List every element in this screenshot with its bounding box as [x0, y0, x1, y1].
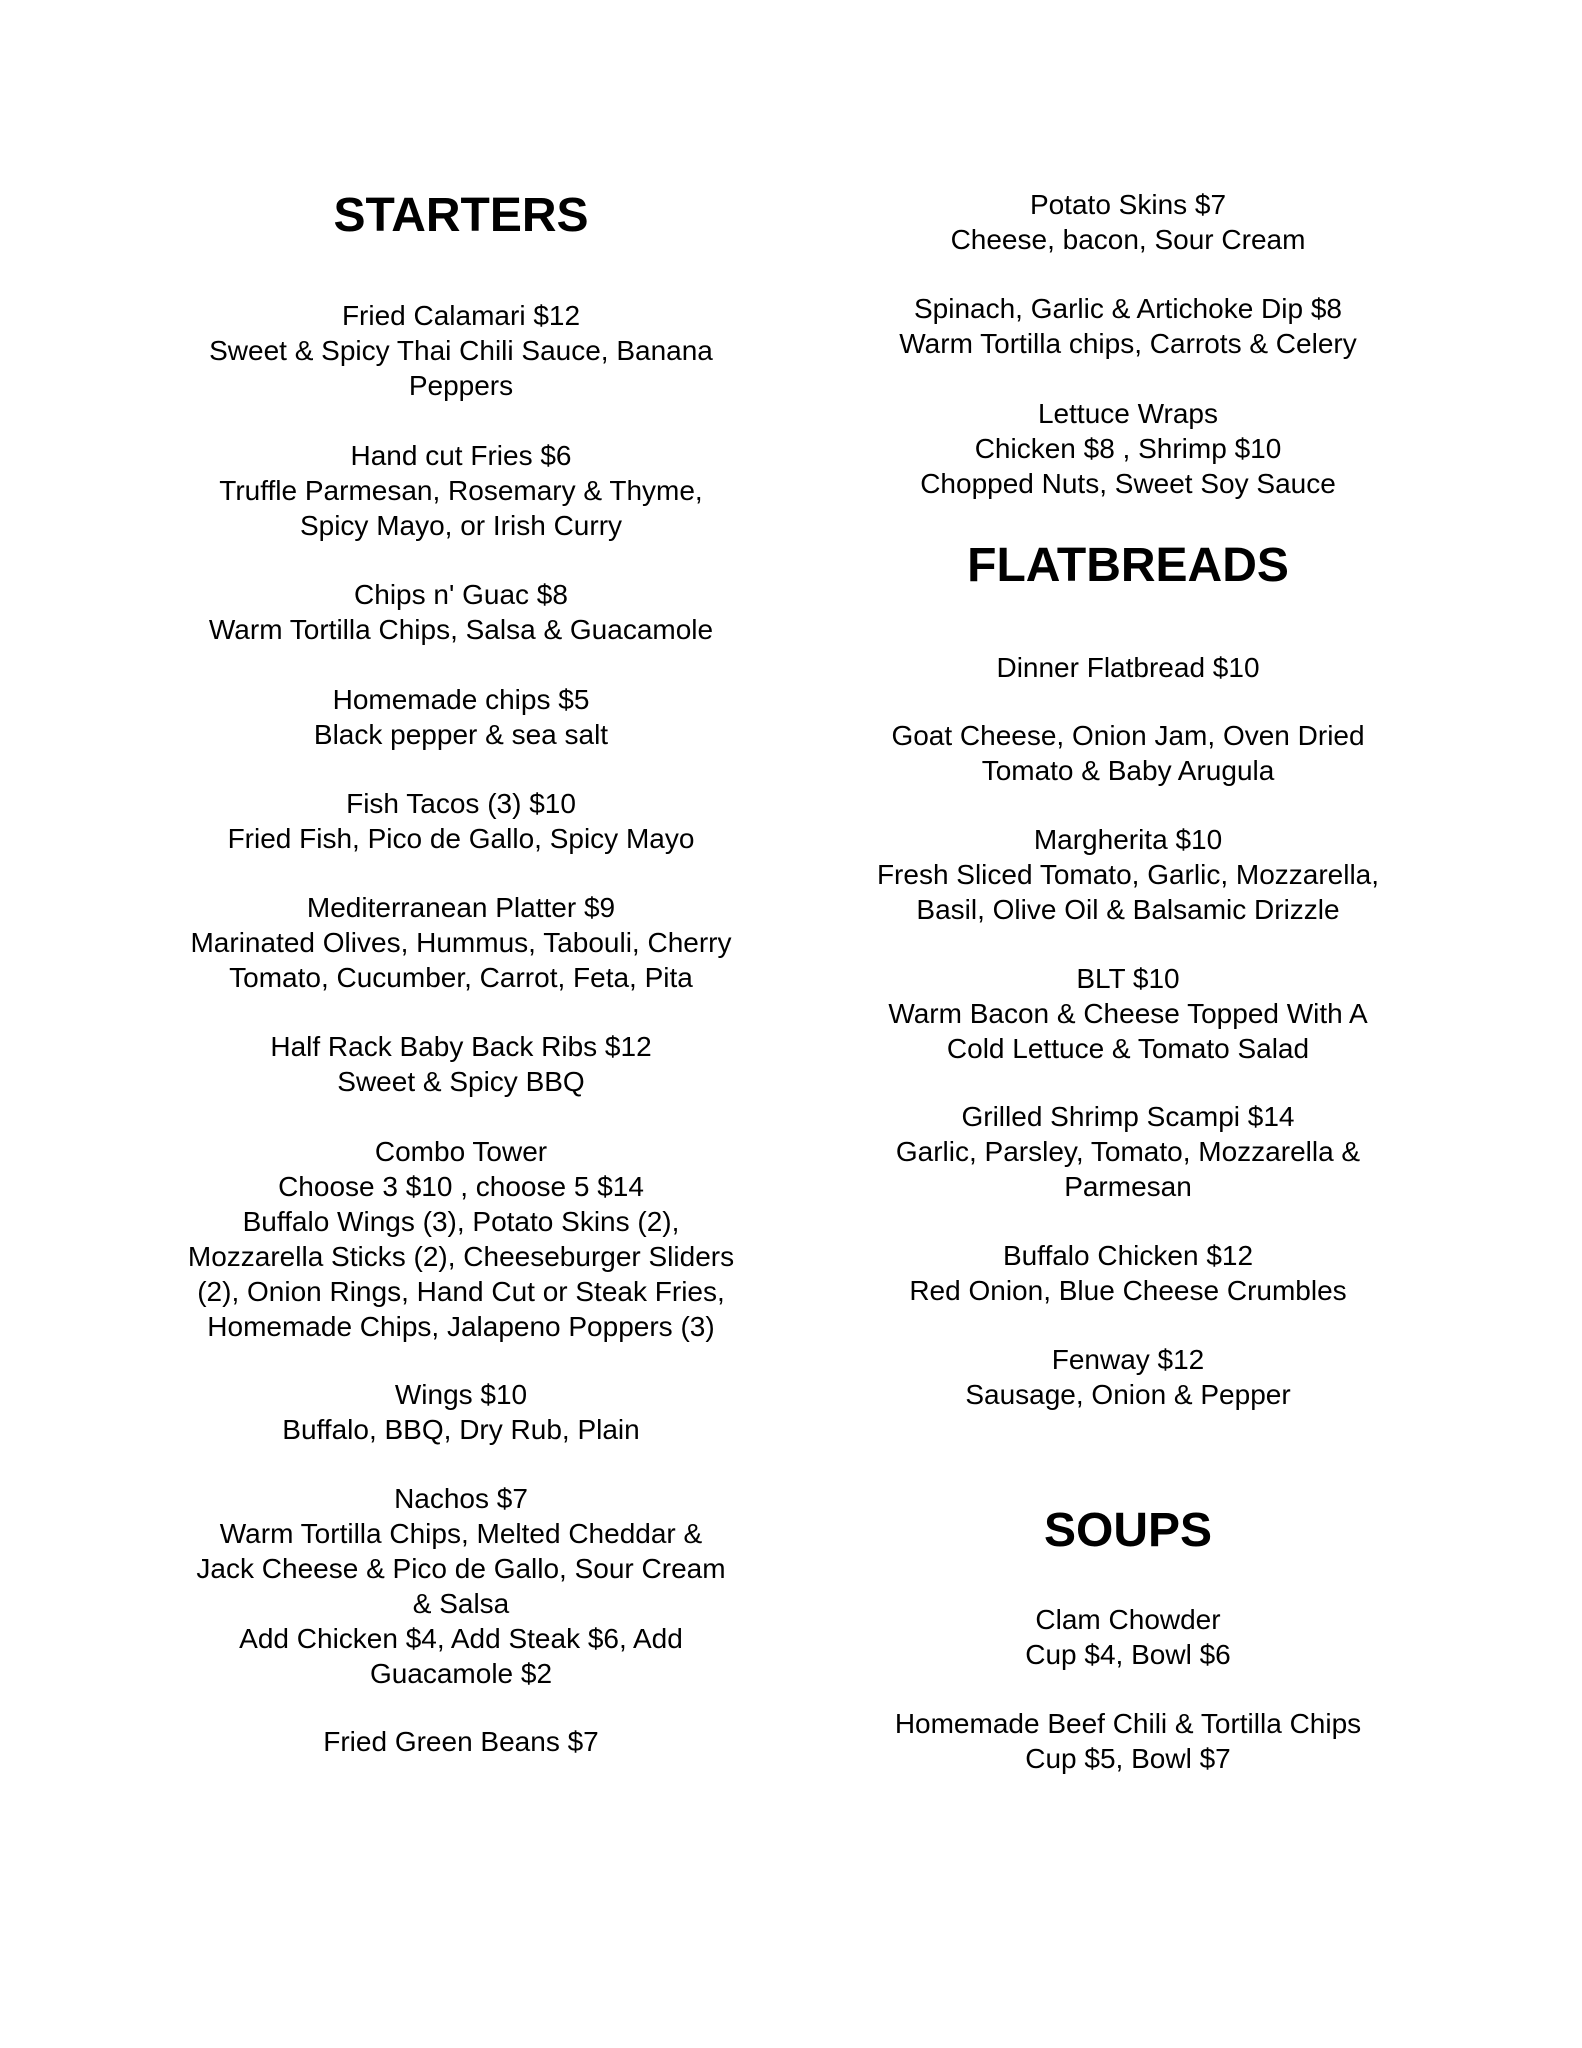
- item-name: Fried Green Beans $7: [323, 1726, 599, 1757]
- item-description: Parmesan: [1064, 1171, 1192, 1202]
- menu-item-grilled-shrimp-scampi: [828, 1099, 1428, 1204]
- item-description: Fresh Sliced Tomato, Garlic, Mozzarella,: [876, 859, 1380, 890]
- menu-item-margherita: [828, 822, 1428, 927]
- menu-item-combo-tower: [161, 1134, 761, 1344]
- flatbreads-heading: FLATBREADS: [967, 539, 1289, 592]
- item-description: Cheese, bacon, Sour Cream: [950, 224, 1306, 255]
- item-name: Hand cut Fries $6: [350, 440, 572, 471]
- item-description: Sweet & Spicy BBQ: [337, 1066, 585, 1097]
- item-name: Lettuce Wraps: [1037, 398, 1219, 429]
- item-description: Spicy Mayo, or Irish Curry: [299, 510, 623, 541]
- item-name: Spinach, Garlic & Artichoke Dip $8: [914, 293, 1342, 324]
- item-name: Homemade chips $5: [332, 684, 590, 715]
- menu-item-potato-skins: [828, 187, 1428, 257]
- item-description: Warm Tortilla Chips, Melted Cheddar &: [219, 1518, 703, 1549]
- item-name: Potato Skins $7: [1029, 189, 1227, 220]
- menu-item-beef-chili: [828, 1706, 1428, 1776]
- item-name: Homemade Beef Chili & Tortilla Chips: [894, 1708, 1362, 1739]
- item-description: Tomato & Baby Arugula: [981, 755, 1275, 786]
- item-description: Marinated Olives, Hummus, Tabouli, Cherry: [190, 927, 732, 958]
- menu-item-dinner-flatbread: [828, 650, 1428, 685]
- menu-item-baby-back-ribs: [161, 1029, 761, 1099]
- item-description: Tomato, Cucumber, Carrot, Feta, Pita: [229, 962, 693, 993]
- soups-heading: SOUPS: [1043, 1504, 1213, 1557]
- menu-item-homemade-chips: [161, 682, 761, 752]
- menu-item-fish-tacos: [161, 786, 761, 856]
- menu-item-hand-cut-fries: [161, 438, 761, 543]
- item-description: Chopped Nuts, Sweet Soy Sauce: [920, 468, 1336, 499]
- menu-item-fenway: [828, 1342, 1428, 1412]
- item-name: Fish Tacos (3) $10: [346, 788, 576, 819]
- item-name: Wings $10: [394, 1379, 528, 1410]
- item-description: Peppers: [408, 370, 514, 401]
- item-description: Sweet & Spicy Thai Chili Sauce, Banana: [209, 335, 713, 366]
- item-description: Red Onion, Blue Cheese Crumbles: [909, 1275, 1347, 1306]
- item-name: BLT $10: [1076, 963, 1180, 994]
- item-description: Cup $5, Bowl $7: [1025, 1743, 1231, 1774]
- item-description: Homemade Chips, Jalapeno Poppers (3): [207, 1311, 715, 1342]
- item-name: Grilled Shrimp Scampi $14: [961, 1101, 1295, 1132]
- item-description: Jack Cheese & Pico de Gallo, Sour Cream: [196, 1553, 726, 1584]
- menu-item-wings: [161, 1377, 761, 1447]
- item-description: Truffle Parmesan, Rosemary & Thyme,: [219, 475, 703, 506]
- item-description: Chicken $8 , Shrimp $10: [974, 433, 1282, 464]
- item-description: Cold Lettuce & Tomato Salad: [946, 1033, 1310, 1064]
- item-description: Warm Tortilla chips, Carrots & Celery: [899, 328, 1357, 359]
- starters-heading: STARTERS: [333, 189, 589, 242]
- item-name: Fenway $12: [1051, 1344, 1205, 1375]
- item-description: Garlic, Parsley, Tomato, Mozzarella &: [895, 1136, 1361, 1167]
- item-description: Buffalo, BBQ, Dry Rub, Plain: [282, 1414, 640, 1445]
- item-description: Mozzarella Sticks (2), Cheeseburger Sliders: [187, 1241, 735, 1272]
- item-name: Nachos $7: [394, 1483, 528, 1514]
- item-description: Sausage, Onion & Pepper: [965, 1379, 1291, 1410]
- item-description: Cup $4, Bowl $6: [1025, 1639, 1231, 1670]
- item-description: Choose 3 $10 , choose 5 $14: [278, 1171, 644, 1202]
- item-name: Chips n' Guac $8: [354, 579, 568, 610]
- menu-item-clam-chowder: [828, 1602, 1428, 1672]
- item-name: Combo Tower: [374, 1136, 548, 1167]
- item-description: Add Chicken $4, Add Steak $6, Add: [239, 1623, 683, 1654]
- item-name: Buffalo Chicken $12: [1002, 1240, 1254, 1271]
- item-description: & Salsa: [412, 1588, 510, 1619]
- item-description: Fried Fish, Pico de Gallo, Spicy Mayo: [227, 823, 695, 854]
- menu-item-nachos: [161, 1481, 761, 1691]
- item-description: Black pepper & sea salt: [313, 719, 609, 750]
- menu-item-lettuce-wraps: [828, 396, 1428, 501]
- menu-item-buffalo-chicken: [828, 1238, 1428, 1308]
- menu-item-goat-cheese-flatbread: [828, 718, 1428, 788]
- menu-item-blt: [828, 961, 1428, 1066]
- item-name: Dinner Flatbread $10: [996, 652, 1260, 683]
- item-description: (2), Onion Rings, Hand Cut or Steak Fries,: [197, 1276, 725, 1307]
- menu-item-fried-calamari: [161, 298, 761, 403]
- item-description: Buffalo Wings (3), Potato Skins (2),: [242, 1206, 680, 1237]
- item-description: Warm Tortilla Chips, Salsa & Guacamole: [208, 614, 714, 645]
- item-name: Half Rack Baby Back Ribs $12: [270, 1031, 652, 1062]
- item-description: Basil, Olive Oil & Balsamic Drizzle: [916, 894, 1340, 925]
- item-name: Mediterranean Platter $9: [306, 892, 616, 923]
- menu-item-spinach-artichoke-dip: [828, 291, 1428, 361]
- menu-item-fried-green-beans: [161, 1724, 761, 1759]
- menu-item-chips-n-guac: [161, 577, 761, 647]
- menu-item-mediterranean-platter: [161, 890, 761, 995]
- item-name: Fried Calamari $12: [341, 300, 581, 331]
- item-description: Warm Bacon & Cheese Topped With A: [888, 998, 1368, 1029]
- item-description: Guacamole $2: [369, 1658, 553, 1689]
- item-name: Clam Chowder: [1035, 1604, 1221, 1635]
- item-description: Goat Cheese, Onion Jam, Oven Dried: [891, 720, 1365, 751]
- item-name: Margherita $10: [1033, 824, 1223, 855]
